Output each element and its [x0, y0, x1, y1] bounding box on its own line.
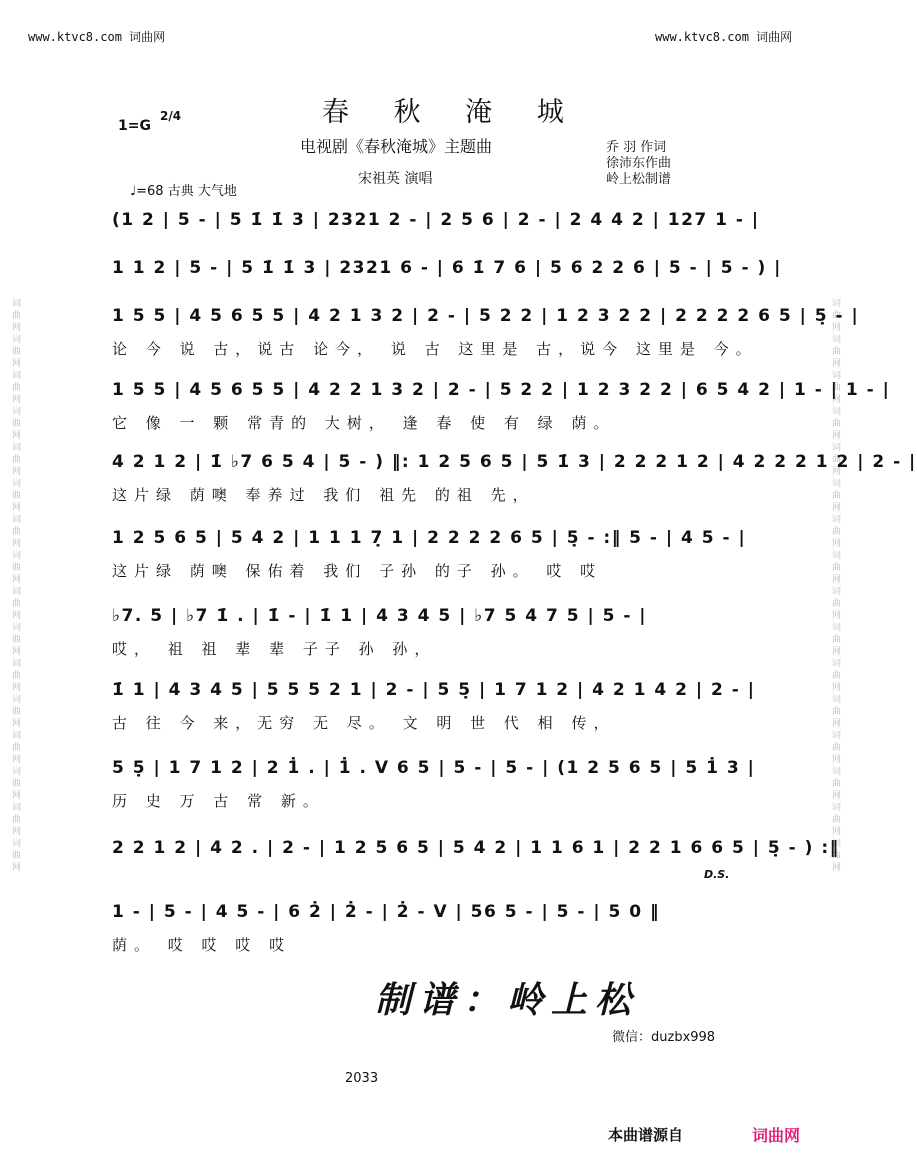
- score-lyrics-line: 论 今 说 古，说古 论今， 说 古 这里是 古，说今 这里是 今。: [112, 340, 758, 358]
- signature: 制谱：岭上松: [375, 979, 640, 1021]
- score-notes-line: 1 5 5 | 4 5 6 5 5 | 4 2 2 1 3 2 | 2 - | 5 2 2 | 1 2 3 2 2 | 6 5 4 2 | 1 - | 1 - |: [112, 380, 891, 400]
- score-notes-line: 1 - | 5 - | 4 5 - | 6 2̇ | 2̇ - | 2̇ - V | 56 5 - | 5 - | 5 0 ‖: [112, 902, 660, 922]
- score-lyrics-line: 历 史 万 古 常 新。: [112, 792, 325, 810]
- page-number: 2033: [345, 1071, 379, 1086]
- left-watermark-strip: 词曲网词曲网词曲网词曲网词曲网词曲网词曲网词曲网词曲网词曲网词曲网词曲网词曲网词曲网词曲网词曲网: [10, 297, 20, 874]
- score-lyrics-line: 古 往 今 来，无穷 无 尽。 文 明 世 代 相 传，: [112, 714, 616, 732]
- score-lyrics-line: 它 像 一 颗 常青的 大树， 逢 春 使 有 绿 荫。: [112, 414, 616, 432]
- score-lyrics-line: 这片绿 荫噢 保佑着 我们 子孙 的子 孙。 哎 哎: [112, 562, 603, 580]
- score-notes-line: 4 2 1 2 | 1̇ ♭7 6 5 4 | 5 - ) ‖: 1 2 5 6 5 | 5 1̇ 3 | 2 2 2 1 2 | 4 2 2 2 1 2 | 2 - |: [112, 452, 917, 472]
- score-notes-line: ♭7. 5 | ♭7 1̇ . | 1̇ - | 1̇ 1 | 4 3 4 5 | ♭7 5 4 7 5 | 5 - |: [112, 606, 648, 626]
- arranger: 岭上松制谱: [606, 172, 672, 187]
- singer: 宋祖英 演唱: [358, 171, 433, 187]
- header-right-url[interactable]: www.ktvc8.com 词曲网: [655, 30, 793, 44]
- ds-mark: D.S.: [704, 868, 730, 881]
- score-notes-line: 1 2 5 6 5 | 5 4 2 | 1 1 1 7̣ 1 | 2 2 2 2 6 5 | 5̣ - :‖ 5 - | 4 5 - |: [112, 528, 747, 548]
- footer-brand-link[interactable]: 词曲网: [752, 1126, 801, 1145]
- tempo-marking: ♩=68 古典 大气地: [130, 184, 237, 199]
- footer-source-label: 本曲谱源自: [608, 1126, 684, 1144]
- wechat-id: 微信：duzbx998: [612, 1030, 716, 1045]
- score-lyrics-line: 这片绿 荫噢 奉养过 我们 祖先 的祖 先，: [112, 486, 535, 504]
- score-notes-line: (1 2 | 5 - | 5 1̇ 1̇ 3 | 2321 2 - | 2 5 6 | 2 - | 2 4 4 2 | 127 1 - |: [112, 210, 760, 230]
- score-notes-line: 1 1 2 | 5 - | 5 1̇ 1̇ 3 | 2321 6 - | 6 1̇ 7 6 | 5 6 2 2 6 | 5 - | 5 - ) |: [112, 258, 782, 278]
- header-left-url[interactable]: www.ktvc8.com 词曲网: [28, 30, 166, 44]
- score-notes-line: 5 5̣ | 1 7 1 2 | 2 1̇ . | 1̇ . V 6 5 | 5 - | 5 - | (1 2 5 6 5 | 5 1̇ 3 |: [112, 758, 756, 778]
- score-notes-line: 1 5 5 | 4 5 6 5 5 | 4 2 1 3 2 | 2 - | 5 2 2 | 1 2 3 2 2 | 2 2 2 2 6 5 | 5̣ - |: [112, 306, 860, 326]
- score-lyrics-line: 哎， 祖 祖 辈 辈 子子 孙 孙，: [112, 640, 437, 658]
- song-subtitle: 电视剧《春秋淹城》主题曲: [300, 137, 493, 156]
- score-notes-line: 2 2 1 2 | 4 2 . | 2 - | 1 2 5 6 5 | 5 4 2 | 1 1 6 1 | 2 2 1 6 6 5 | 5̣ - ) :‖: [112, 838, 840, 858]
- lyricist: 乔 羽 作词: [606, 140, 667, 155]
- composer: 徐沛东作曲: [606, 156, 672, 171]
- score-notes-line: 1̇ 1 | 4 3 4 5 | 5 5 5 2 1 | 2 - | 5 5̣ | 1 7 1 2 | 4 2 1 4 2 | 2 - |: [112, 680, 756, 700]
- time-signature: 2/4: [160, 109, 182, 123]
- right-watermark-strip: 词曲网词曲网词曲网词曲网词曲网词曲网词曲网词曲网词曲网词曲网词曲网词曲网词曲网词曲网词曲网词曲网: [830, 297, 840, 874]
- key-signature: 1=G: [118, 118, 151, 134]
- song-title: 春 秋 淹 城: [322, 97, 582, 128]
- score-lyrics-line: 荫。 哎 哎 哎 哎: [112, 936, 292, 954]
